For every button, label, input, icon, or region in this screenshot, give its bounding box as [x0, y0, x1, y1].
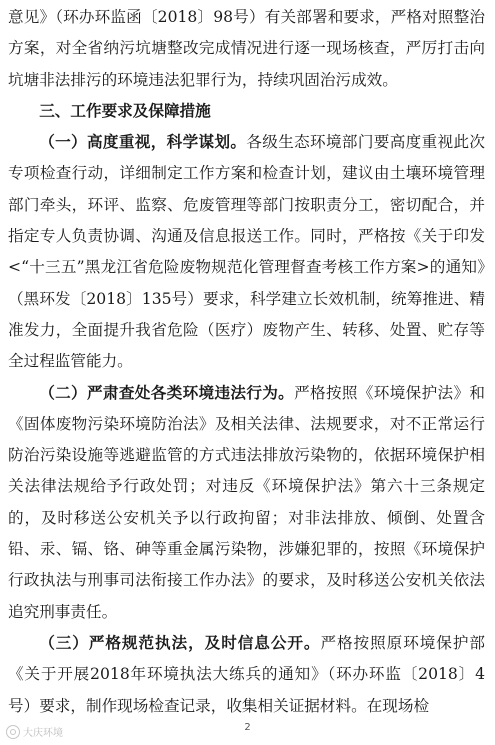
paragraph-1-lead: （一）高度重视，科学谋划。	[39, 133, 247, 152]
section-heading: 三、工作要求及保障措施	[39, 101, 211, 120]
paragraph-continued: 意见》（环办环监函〔2018〕98号）有关部署和要求，严格对照整治方案，对全省纳污坑塘整改完成情况进行逐一现场核查，严厉打击向坑塘非法排污的环境违法犯罪行为，持续巩固治污成效。	[8, 8, 485, 89]
paragraph-2	[8, 378, 485, 628]
paragraph-3-text: 严格按照原环境保护部《关于开展2018年环境执法大练兵的通知》（环办环监〔2018〕4号）要求，制作现场检查记录，收集相关证据材料。在现场检	[8, 633, 485, 715]
document-body	[8, 2, 485, 722]
paragraph-3	[8, 628, 485, 722]
paragraph-1	[8, 127, 485, 377]
paragraph-1-text: 各级生态环境部门要高度重视此次专项检查行动，详细制定工作方案和检查计划，建议由土壤环境管理部门牵头，环评、监察、危废管理等部门按职责分工，密切配合，并指定专人负责协调、沟通及信息报送工作。同时，严格按《关于印发<“十三五”黑龙江省危险废物规范化管理督查考核工作方案>的通知》（黑环发〔2018〕135号）要求，科学建立长效机制，统筹推进、精准发力，全面提升我省危险（医疗）废物产生、转移、处置、贮存等全过程监管能力。	[8, 133, 485, 371]
page-footer	[0, 720, 495, 742]
watermark-text: 大庆环境	[23, 728, 63, 739]
paragraph-2-lead: （二）严肃查处各类环境违法行为。	[39, 383, 295, 402]
paragraph-2-text: 严格按照《环境保护法》和《固体废物污染环境防治法》及相关法律、法规要求，对不正常运行防治污染设施等逃避监管的方式违法排放污染物的，依据环境保护相关法律法规给予行政处罚；对违反《环境保护法》第六十三条规定的，及时移送公安机关予以行政拘留；对非法排放、倾倒、处置含铅、汞、镉、铬、砷等重金属污染物，涉嫌犯罪的，按照《环境保护行政执法与刑事司法衔接工作办法》的要求，及时移送公安机关依法追究刑事责任。	[8, 383, 485, 621]
page-number: 2	[244, 722, 251, 733]
paragraph-3-lead: （三）严格规范执法，及时信息公开。	[39, 633, 321, 652]
